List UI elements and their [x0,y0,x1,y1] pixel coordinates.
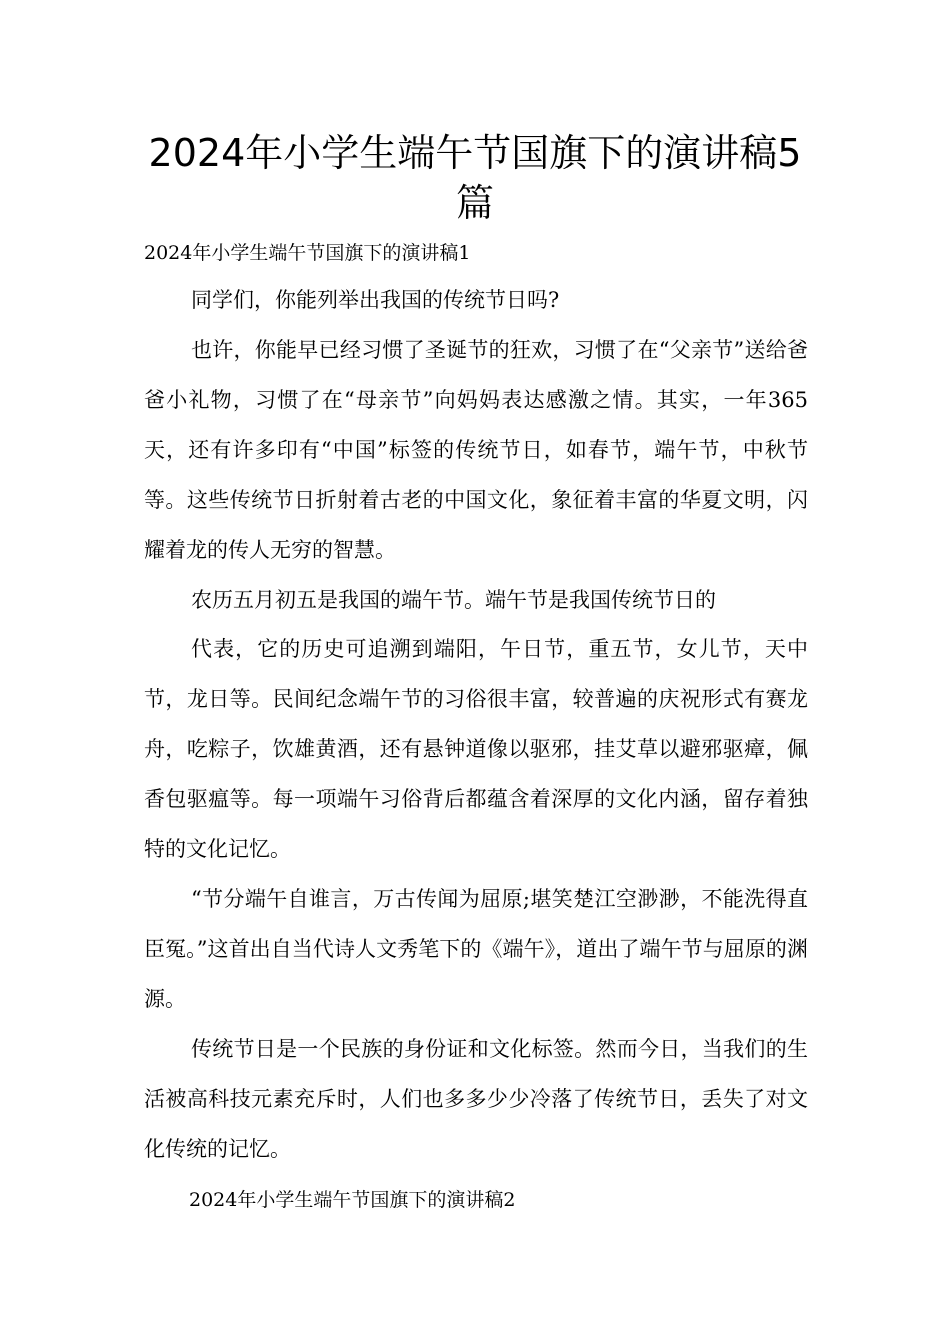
paragraph-1: 同学们，你能列举出我国的传统节日吗? [191,288,560,312]
section-heading-1: 2024年小学生端午节国旗下的演讲稿1 [144,242,471,264]
paragraph-6: 传统节日是一个民族的身份证和文化标签。然而今日，当我们的生活被高科技元素充斥时，人们也多多少少冷落了传统节日，丢失了对文化传统的记忆。 [144,1037,808,1161]
section-heading-2: 2024年小学生端午节国旗下的演讲稿2 [189,1189,516,1211]
document-title: 2024年小学生端午节国旗下的演讲稿5篇 [148,131,802,225]
paragraph-2: 也许，你能早已经习惯了圣诞节的狂欢，习惯了在“父亲节”送给爸爸小礼物，习惯了在“母亲节”向妈妈表达感激之情。其实，一年365天，还有许多印有“中国”标签的传统节日，如春节，端午节，中秋节等。这些传统节日折射着古老的中国文化，象征着丰富的华夏文明，闪耀着龙的传人无穷的智慧。 [144,338,808,562]
paragraph-5: “节分端午自谁言，万古传闻为屈原;堪笑楚江空渺渺，不能洗得直臣冤。”这首出自当代诗人文秀笔下的《端午》，道出了端午节与屈原的渊源。 [144,887,808,1011]
paragraph-3: 农历五月初五是我国的端午节。端午节是我国传统节日的 [191,588,716,612]
paragraph-4: 代表，它的历史可追溯到端阳，午日节，重五节，女儿节，天中节，龙日等。民间纪念端午节的习俗很丰富，较普遍的庆祝形式有赛龙舟，吃粽子，饮雄黄酒，还有悬钟道像以驱邪，挂艾草以避邪驱瘴，佩香包驱瘟等。每一项端午习俗背后都蕴含着深厚的文化内涵，留存着独特的文化记忆。 [144,637,808,861]
